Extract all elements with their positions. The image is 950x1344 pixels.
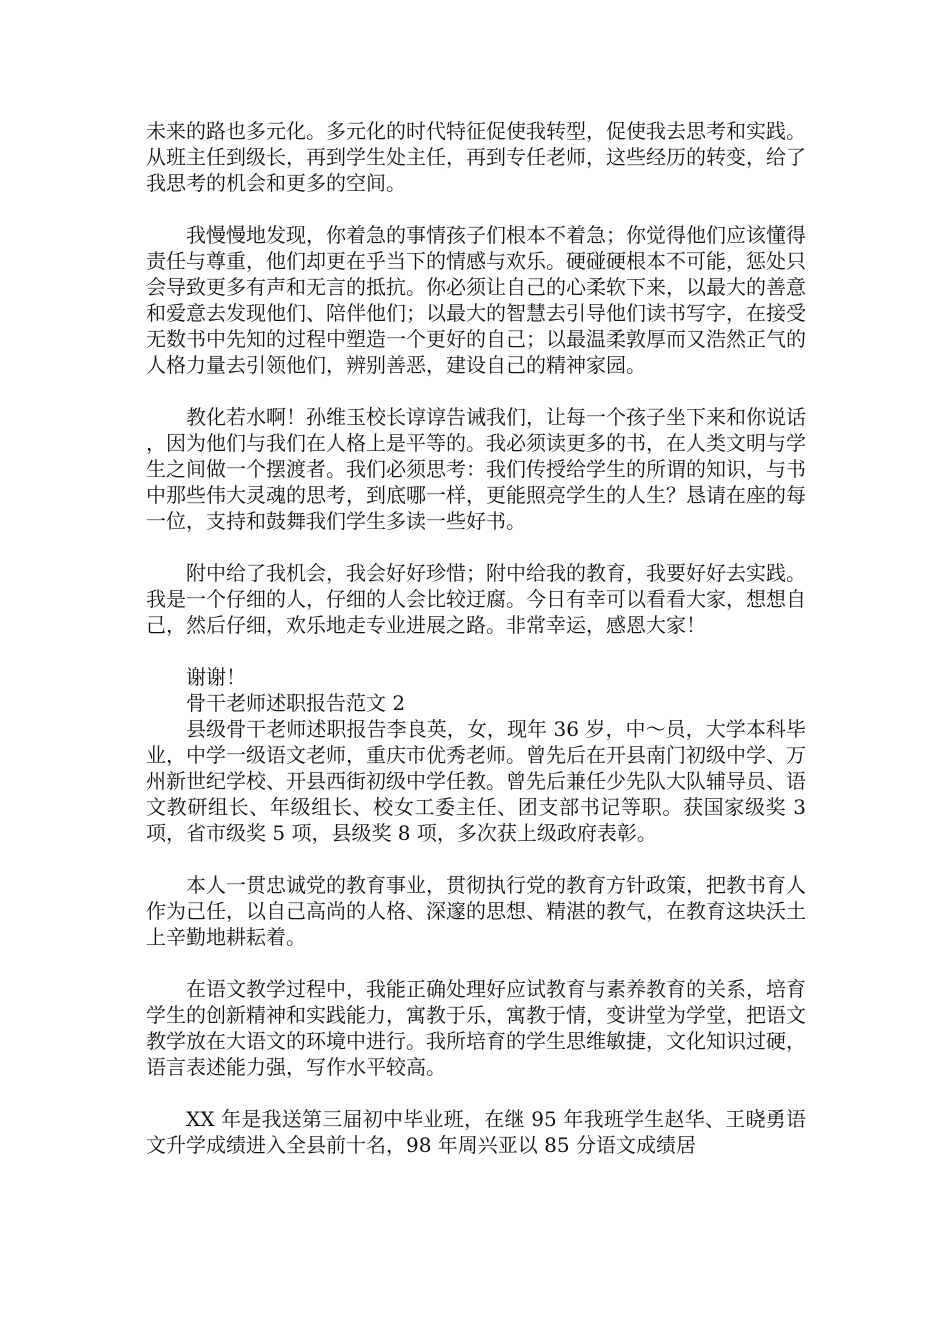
paragraph-career-change: 未来的路也多元化。多元化的时代特征促使我转型，促使我去思考和实践。从班主任到级长，再到学生处主任，再到专任老师，这些经历的转变，给了我思考的机会和更多的空间。 (146, 119, 806, 195)
paragraph-loyalty: 本人一贯忠诚党的教育事业，贯彻执行党的教育方针政策，把教书育人作为己任，以自己高尚的人格、深邃的思想、精湛的教气，在教育这块沃土上辛勤地耕耘着。 (146, 873, 806, 949)
paragraph-discovery: 我慢慢地发现，你着急的事情孩子们根本不着急；你觉得他们应该懂得责任与尊重，他们却更在乎当下的情感与欢乐。硬碰硬根本不可能，惩处只会导致更多有声和无言的抵抗。你必须让自己的心柔软下来，以最大的善意和爱意去发现他们、陪伴他们；以最大的智慧去引导他们读书写字，在接受无数书中先知的过程中塑造一个更好的自己；以最温柔敦厚而又浩然正气的人格力量去引领他们，辨别善恶，建设自己的精神家园。 (146, 223, 806, 377)
paragraph-thanks: 谢谢！ (186, 665, 246, 689)
paragraph-education-like-water: 教化若水啊！孙维玉校长谆谆告诫我们，让每一个孩子坐下来和你说话，因为他们与我们在人格上是平等的。我必须读更多的书，在人类文明与学生之间做一个摆渡者。我们必须思考：我们传授给学生的所谓的知识，与书中那些伟大灵魂的思考，到底哪一样，更能照亮学生的人生？恳请在座的每一位，支持和鼓舞我们学生多读一些好书。 (146, 405, 806, 533)
paragraph-graduating-class: XX 年是我送第三届初中毕业班，在继 95 年我班学生赵华、王晓勇语文升学成绩进入全县前十名，98 年周兴亚以 85 分语文成绩居 (146, 1107, 806, 1157)
section-heading: 骨干老师述职报告范文 2 (186, 691, 406, 715)
paragraph-gratitude: 附中给了我机会，我会好好珍惜；附中给我的教育，我要好好去实践。我是一个仔细的人，仔细的人会比较迂腐。今日有幸可以看看大家，想想自己，然后仔细，欢乐地走专业进展之路。非常幸运，感恩大家！ (146, 561, 806, 637)
paragraph-profile: 县级骨干老师述职报告李良英，女，现年 36 岁，中～员，大学本科毕业，中学一级语文老师，重庆市优秀老师。曾先后在开县南门初级中学、万州新世纪学校、开县西街初级中学任教。曾先后兼任少先队大队辅导员、语文教研组长、年级组长、校女工委主任、团支部书记等职。获国家级奖 3 项，省市级奖 5 项，县级奖 8 项，多次获上级政府表彰。 (146, 717, 806, 845)
document-page (146, 118, 806, 1158)
paragraph-teaching: 在语文教学过程中，我能正确处理好应试教育与素养教育的关系，培育学生的创新精神和实践能力，寓教于乐，寓教于情，变讲堂为学堂，把语文教学放在大语文的环境中进行。我所培育的学生思维敏捷，文化知识过硬，语言表述能力强，写作水平较高。 (146, 977, 806, 1079)
